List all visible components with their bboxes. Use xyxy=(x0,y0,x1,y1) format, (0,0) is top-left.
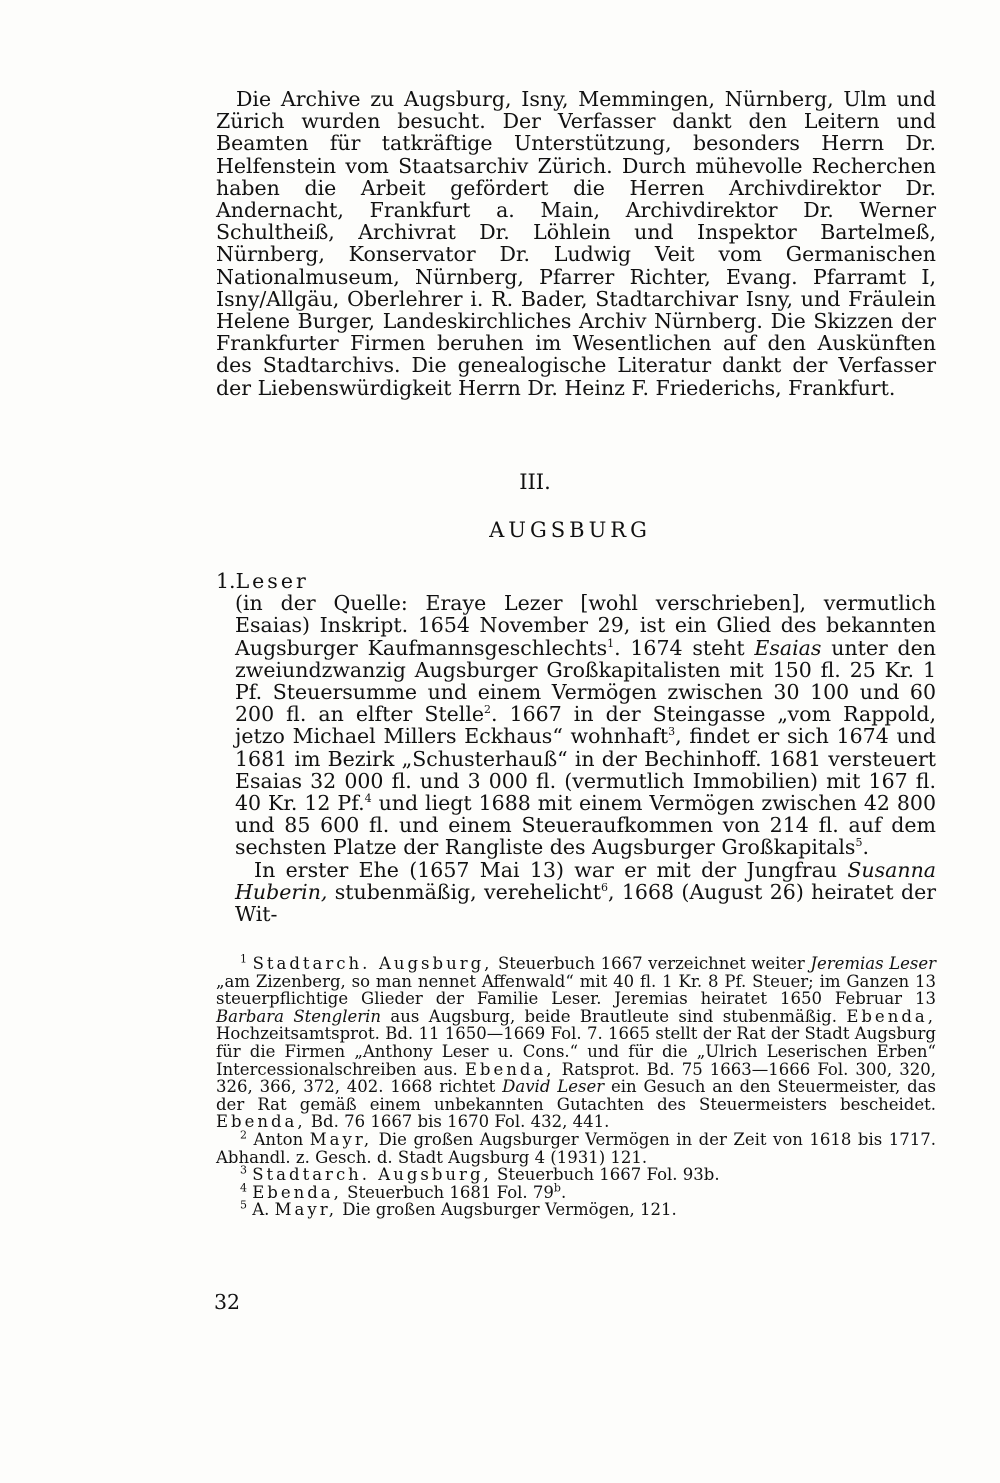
footnote-ref: 6 xyxy=(601,881,609,895)
entry-paragraph-2 xyxy=(235,859,936,926)
footnote-ref: 1 xyxy=(607,636,615,650)
footnote-5 xyxy=(216,1198,936,1220)
entry-italic: Esaias xyxy=(754,635,822,660)
footnote-source: Ebenda, xyxy=(216,1112,306,1132)
entry-text: . 1667 in der Steingasse „vom Rappold, jetzo Michael Millers Eckhaus“ wohnhaft xyxy=(235,702,936,749)
footnote-text: Steuerbuch 1667 verzeichnet weiter xyxy=(492,954,811,973)
footnote-text: Ratsprot. Bd. 75 1663—1666 Fol. 300, 320, 326, 366, 372, 402. 1668 richtet xyxy=(216,1059,936,1097)
footnotes xyxy=(216,952,936,1220)
entry-leser xyxy=(216,570,936,925)
footnote-text: Bd. 76 1667 bis 1670 Fol. 432, 441. xyxy=(305,1112,610,1132)
footnote-3 xyxy=(216,1163,936,1185)
entry-text: In erster Ehe (1657 Mai 13) war er mit der Jungfrau xyxy=(254,857,848,882)
entry-text: unter den zweiundzwanzig Augsburger Großkapitalisten mit 150 fl. 25 Kr. 1 Pf. Steuersumme und einem Vermögen zwischen 30 100 und 60 200 fl. an elfter Stelle xyxy=(235,635,936,727)
entry-heading xyxy=(216,570,936,592)
entry-text: , 1668 (August 26) heiratet der Wit- xyxy=(235,879,936,927)
footnote-2 xyxy=(216,1128,936,1167)
footnote-4 xyxy=(216,1181,936,1202)
entry-name: Leser xyxy=(235,569,309,593)
footnote-italic: Barbara Stenglerin xyxy=(216,1006,382,1026)
entry-text: , findet er sich 1674 und 1681 im Bezirk „Schusterhauß“ in der Bechinhoff. 1681 versteuert Esaias 32 000 fl. und 3 000 fl. (vermutlich Immobilien) mit 167 fl. 40 Kr. 12 Pf. xyxy=(235,724,936,816)
footnote-text: Hochzeitsamtsprot. Bd. 11 1650—1669 Fol. 7. 1665 stellt der Rat der Stadt Augsburg für die Firmen „Anthony Leser u. Cons.“ und für die „Ulrich Leserischen Erben“ Intercessionalschreiben aus. xyxy=(216,1024,936,1079)
footnote-marker: 1 xyxy=(240,952,247,966)
footnote-text: Die großen Augsburger Vermögen, 121. xyxy=(337,1200,677,1220)
entry-text: (in der Quelle: Eraye Lezer [wohl verschrieben], vermutlich Esaias) Inskript. 1654 November 29, ist ein Glied des bekannten Augsburger Kaufmannsgeschlechts xyxy=(235,591,936,660)
footnote-text: Steuerbuch 1667 Fol. 93b. xyxy=(491,1165,720,1185)
footnote-text: Die großen Augsburger Vermögen in der Zeit von 1618 bis 1717. Abhandl. z. Gesch. d. Stadt Augsburg 4 (1931) 121. xyxy=(216,1129,936,1167)
entry-text: . 1674 steht xyxy=(614,635,755,660)
entry-text: stubenmäßig, verehelicht xyxy=(327,879,602,904)
footnote-source: Stadtarch. Augsburg, xyxy=(252,1165,492,1185)
footnote-source: Ebenda, xyxy=(846,1006,936,1026)
footnote-marker: 5 xyxy=(240,1198,247,1212)
entry-number: 1. xyxy=(216,569,236,593)
footnote-text: aus Augsburg, beide Brautleute sind stubenmäßig. xyxy=(381,1006,847,1026)
section-title: AUGSBURG xyxy=(489,518,651,542)
footnote-source: Mayr, xyxy=(309,1129,373,1149)
footnote-source: Ebenda, xyxy=(464,1059,555,1079)
footnote-text: Steuerbuch 1681 Fol. 79 xyxy=(341,1182,554,1202)
footnote-ref: 2 xyxy=(484,703,492,717)
footnote-text: A. xyxy=(247,1200,275,1220)
footnote-text: „am Zizenberg, so man nennet Affenwald“ mit 40 fl. 1 Kr. 8 Pf. Steuer; im Ganzen 13 steuerpflichtige Glieder der Familie Leser. Jeremias heiratet 1650 Februar 13 xyxy=(216,971,936,1009)
footnote-italic: David Leser xyxy=(502,1077,605,1097)
footnote-source: Ebenda, xyxy=(252,1182,342,1202)
footnote-marker: 3 xyxy=(240,1163,247,1177)
footnote-text: ein Gesuch an den Steuermeister, das der Rat gemäß einem unbekannten Gutachten des Steuermeisters bescheidet. xyxy=(216,1077,936,1114)
intro-text: Die Archive zu Augsburg, Isny, Memmingen, Nürnberg, Ulm und Zürich wurden besucht. Der Verfasser dankt den Leitern und Beamten für tatkräftige Unterstützung, besonders Herrn Dr. Helfenstein vom Staatsarchiv Zürich. Durch mühevolle Recherchen haben die Arbeit gefördert die Herren Archivdirektor Dr. Andernacht, Frankfurt a. Main, Archivdirektor Dr. Werner Schultheiß, Archivrat Dr. Löhlein und Inspektor Bartelmeß, Nürnberg, Konservator Dr. Ludwig Veit vom Germanischen Nationalmuseum, Nürnberg, Pfarrer Richter, Evang. Pfarramt I, Isny/Allgäu, Oberlehrer i. R. Bader, Stadtarchivar Isny, und Fräulein Helene Burger, Landeskirchliches Archiv Nürnberg. Die Skizzen der Frankfurter Firmen beruhen im Wesentlichen auf den Auskünften des Stadtarchivs. Die genealogische Literatur dankt der Verfasser der Liebenswürdigkeit Herrn Dr. Heinz F. Friederichs, Frankfurt. xyxy=(216,87,936,400)
footnote-text: . xyxy=(560,1182,567,1202)
footnote-ref: 4 xyxy=(364,792,372,806)
footnote-ref: 3 xyxy=(668,725,676,739)
footnote-marker: 2 xyxy=(240,1128,247,1142)
footnote-text: Anton xyxy=(247,1129,310,1149)
footnote-ref: 5 xyxy=(855,836,863,850)
footnote-italic: Jeremias Leser xyxy=(810,954,936,973)
section-number: III. xyxy=(519,470,551,494)
page-number: 32 xyxy=(214,1290,241,1314)
entry-italic: Susanna Huberin, xyxy=(235,857,936,904)
intro-paragraph xyxy=(216,88,936,399)
footnote-superscript: b xyxy=(553,1181,561,1195)
footnote-marker: 4 xyxy=(240,1181,247,1195)
entry-text: und liegt 1688 mit einem Vermögen zwischen 42 800 und 85 600 fl. und einem Steueraufkommen von 214 fl. auf dem sechsten Platze der Rangliste des Augsburger Großkapitals xyxy=(235,791,937,860)
footnote-source: Mayr, xyxy=(274,1200,338,1220)
entry-paragraph-1 xyxy=(235,592,936,858)
footnote-source: Stadtarch. Augsburg, xyxy=(252,954,493,973)
footnote-1 xyxy=(216,952,936,1132)
entry-text: . xyxy=(862,835,869,860)
